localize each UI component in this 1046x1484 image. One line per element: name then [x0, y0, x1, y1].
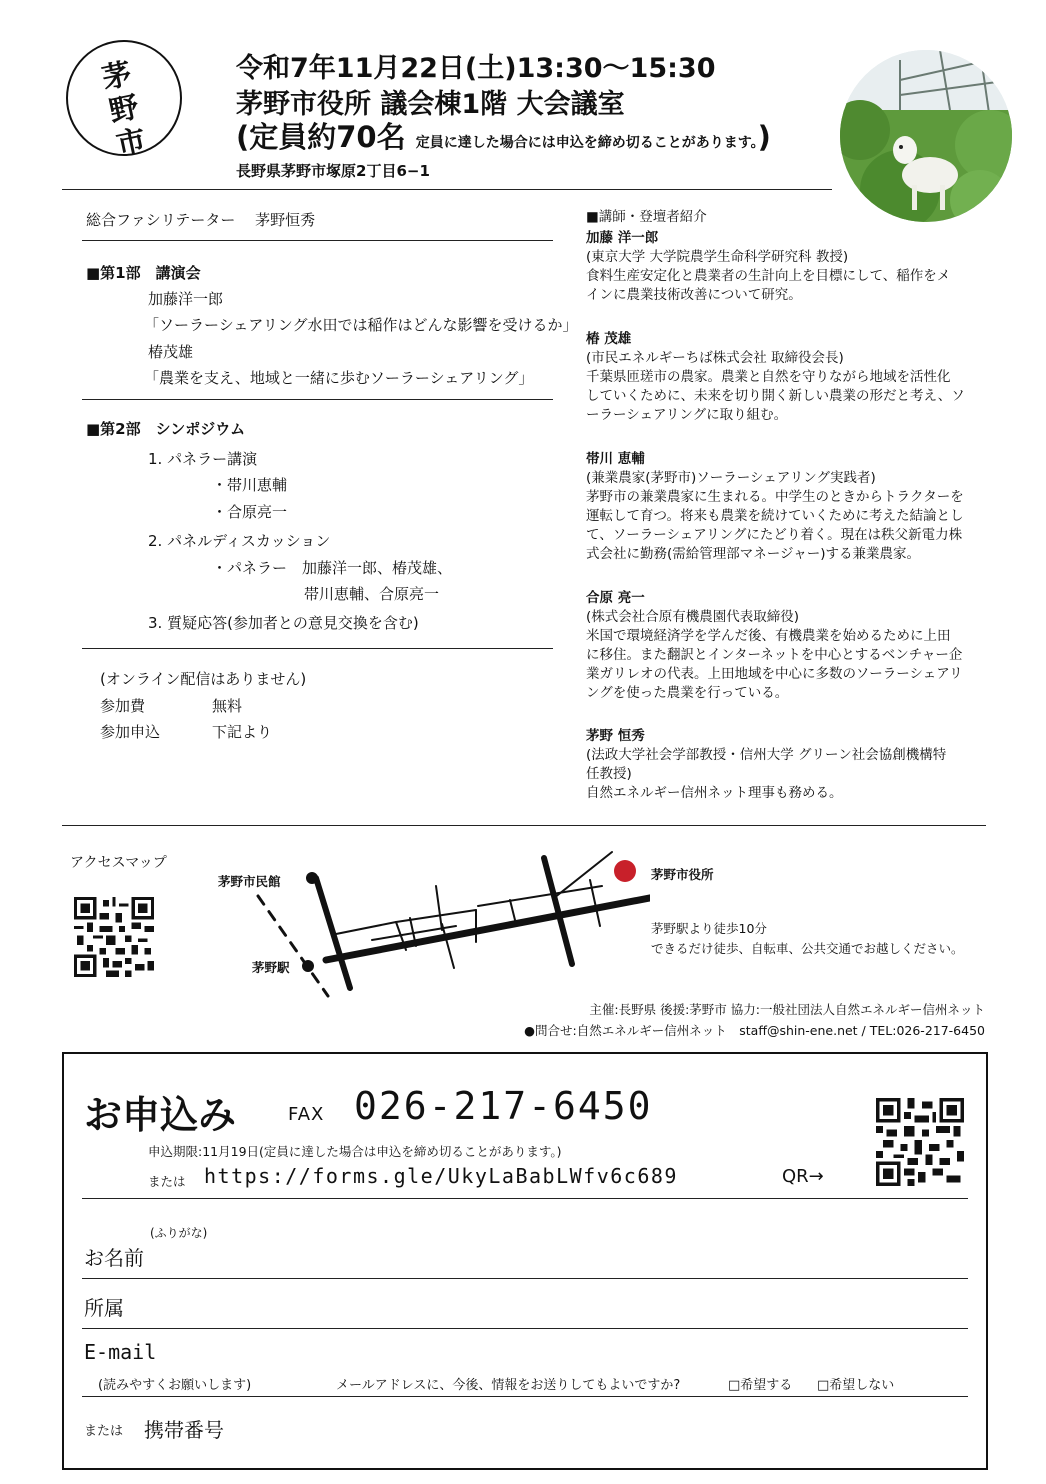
- speaker-name: 合原 亮一: [586, 590, 645, 606]
- speaker-bio-line: 茅野市の兼業農家に生まれる。中学生のときからトラクターを: [586, 489, 964, 505]
- email-question: メールアドレスに、今後、情報をお送りしてもよいですか?: [336, 1378, 681, 1393]
- mobile-number-label: 携帯番号: [144, 1418, 224, 1442]
- furigana-label: (ふりがな): [150, 1226, 208, 1240]
- affiliation-field[interactable]: [184, 1286, 964, 1322]
- speaker-bio-line: ーラーシェアリングに取り組む。: [586, 407, 788, 423]
- organizer-credits: 主催:長野県 後援:茅野市 協力:一般社団法人自然エネルギー信州ネット: [589, 1002, 985, 1017]
- capacity-line: [236, 115, 771, 156]
- logo-char: 市: [113, 122, 149, 162]
- speaker-bio-line: インに農業技術改善について研究。: [586, 287, 802, 303]
- apply-label: 参加申込: [100, 723, 161, 741]
- part2-item: ・合原亮一: [212, 503, 288, 521]
- name-label: お名前: [84, 1246, 144, 1270]
- qr-arrow-label: QR→: [782, 1166, 824, 1187]
- form-divider: [82, 1278, 968, 1279]
- speaker-bio-line: 食料生産安定化と農業者の生計向上を目標にして、稲作をメ: [586, 268, 951, 284]
- fax-label: FAX: [288, 1104, 325, 1125]
- opt-in-no-checkbox[interactable]: □希望しない: [817, 1378, 895, 1393]
- access-divider: [62, 825, 986, 826]
- apply-value: 下記より: [212, 723, 273, 741]
- speaker-name: 加藤 洋一郎: [586, 230, 659, 246]
- access-map-title: アクセスマップ: [70, 855, 167, 871]
- part2-item: 2. パネルディスカッション: [148, 532, 331, 550]
- speaker-name: 椿 茂雄: [586, 331, 632, 347]
- speaker-affiliation: (株式会社合原有機農園代表取締役): [586, 609, 800, 625]
- city-hall-marker: [614, 860, 636, 882]
- logo-char: 茅: [99, 56, 135, 96]
- logo-char: 野: [106, 89, 142, 129]
- speaker-bio-line: 米国で環境経済学を学んだ後、有機農業を始めるために上田: [586, 628, 951, 644]
- part1-speaker: 加藤洋一郎: [148, 290, 224, 308]
- google-form-link[interactable]: https://forms.gle/UkyLaBabLWfv6c689: [204, 1164, 678, 1188]
- speaker-bio-line: に移住。また翻訳とインターネットを中心とするベンチャー企: [586, 647, 963, 663]
- speaker-bio-line: 自然エネルギー信州ネット理事も務める。: [586, 785, 843, 801]
- goat-photo: [840, 50, 1012, 222]
- form-divider: [82, 1396, 968, 1397]
- speaker-bio-line: 業ガリレオの代表。上田地域を中心に多数のソーラーシェアリ: [586, 666, 963, 682]
- or-label: または: [148, 1174, 186, 1189]
- email-field[interactable]: [184, 1334, 964, 1370]
- speaker-bio-line: 千葉県匝瑳市の農家。農業と自然を守りながら地域を活性化: [586, 369, 951, 385]
- program-divider: [82, 399, 553, 400]
- speaker-block: [586, 450, 964, 564]
- speaker-affiliation: (法政大学社会学部教授・信州大学 グリーン社会協創機構特: [586, 747, 947, 763]
- speaker-bio-line: て、ソーラーシェアリングにたどり着く。現在は秩父新電力株: [586, 527, 963, 543]
- speaker-affiliation: (兼業農家(茅野市)ソーラーシェアリング実践者): [586, 470, 876, 486]
- speaker-bio-line: 運転して育つ。将来も農業を続けていくために考えた結論とし: [586, 508, 964, 524]
- speaker-block: [586, 330, 965, 425]
- map-label-hall: 茅野市民館: [218, 874, 281, 889]
- event-datetime: 令和7年11月22日(土)13:30〜15:30: [236, 53, 716, 84]
- application-form: [62, 1052, 988, 1470]
- part2-item: ・パネラー 加藤洋一郎、椿茂雄、: [212, 559, 453, 577]
- speaker-block: [586, 229, 950, 305]
- facilitator: 総合ファシリテーター 茅野恒秀: [86, 211, 316, 229]
- form-qr-code[interactable]: [876, 1098, 964, 1190]
- access-transport-note: できるだけ徒歩、自転車、公共交通でお越しください。: [651, 941, 964, 956]
- speaker-bio-line: 式会社に勤務(需給管理部マネージャー)する兼業農家。: [586, 546, 920, 562]
- capacity-main: (定員約70名: [236, 120, 406, 154]
- fax-number: 026-217-6450: [354, 1084, 653, 1128]
- speakers-title: ■講師・登壇者紹介: [586, 209, 707, 225]
- header-divider: [62, 189, 832, 190]
- speaker-affiliation: (市民エネルギーちば株式会社 取締役会長): [586, 350, 844, 366]
- affiliation-label: 所属: [84, 1296, 124, 1320]
- capacity-close: ): [757, 120, 771, 154]
- email-label: E-mail: [84, 1340, 157, 1364]
- mobile-number-field[interactable]: [244, 1408, 964, 1448]
- fee-label: 参加費: [100, 697, 146, 715]
- map-label-station: 茅野駅: [252, 960, 290, 975]
- part2-item: 3. 質疑応答(参加者との意見交換を含む): [148, 614, 419, 632]
- speaker-name: 帯川 恵輔: [586, 451, 645, 467]
- part2-title: ■第2部 シンポジウム: [86, 420, 246, 438]
- part1-talk-title: 「農業を支え、地域と一緒に歩むソーラーシェアリング」: [144, 369, 534, 387]
- speaker-affiliation: (東京大学 大学院農学生命科学研究科 教授): [586, 249, 849, 265]
- venue-address: 長野県茅野市塚原2丁目6−1: [236, 162, 430, 180]
- speaker-block: [586, 727, 946, 803]
- speaker-block: [586, 589, 963, 703]
- part2-item: 1. パネラー講演: [148, 450, 258, 468]
- speaker-bio-line: ングを使った農業を行っている。: [586, 685, 789, 701]
- access-qr-code: [74, 897, 154, 981]
- phone-or-label: または: [84, 1424, 124, 1439]
- speaker-bio-line: していくために、未来を切り開く新しい農業の形だと考え、ソ: [586, 388, 965, 404]
- opt-in-yes-checkbox[interactable]: □希望する: [728, 1378, 793, 1393]
- part1-title: ■第1部 講演会: [86, 264, 201, 282]
- online-note: (オンライン配信はありません): [100, 670, 307, 688]
- fee-value: 無料: [212, 697, 243, 715]
- form-divider: [82, 1198, 968, 1199]
- capacity-note: 定員に達した場合には申込を締め切ることがあります。: [415, 135, 758, 151]
- event-venue: 茅野市役所 議会棟1階 大会議室: [236, 89, 625, 120]
- form-divider: [82, 1328, 968, 1329]
- application-deadline: 申込期限:11月19日(定員に達した場合は申込を締め切ることがあります。): [148, 1144, 562, 1159]
- access-walk-time: 茅野駅より徒歩10分: [651, 921, 767, 936]
- program-divider: [82, 648, 553, 649]
- part1-talk-title: 「ソーラーシェアリング水田では稲作はどんな影響を受けるか」: [144, 316, 578, 334]
- part2-item: 帯川恵輔、合原亮一: [304, 585, 440, 603]
- part2-item: ・帯川恵輔: [212, 476, 288, 494]
- map-label-city-hall: 茅野市役所: [651, 867, 714, 882]
- part1-speaker: 椿茂雄: [148, 343, 194, 361]
- form-title: お申込み: [84, 1093, 237, 1137]
- program-divider: [82, 240, 553, 241]
- speaker-bio-line: 任教授): [586, 766, 632, 782]
- speaker-name: 茅野 恒秀: [586, 728, 645, 744]
- name-field[interactable]: [184, 1238, 964, 1274]
- email-note: (読みやすくお願いします): [98, 1378, 252, 1393]
- contact-info: ●問合せ:自然エネルギー信州ネット staff@shin-ene.net / TEL:026-217-6450: [524, 1023, 985, 1038]
